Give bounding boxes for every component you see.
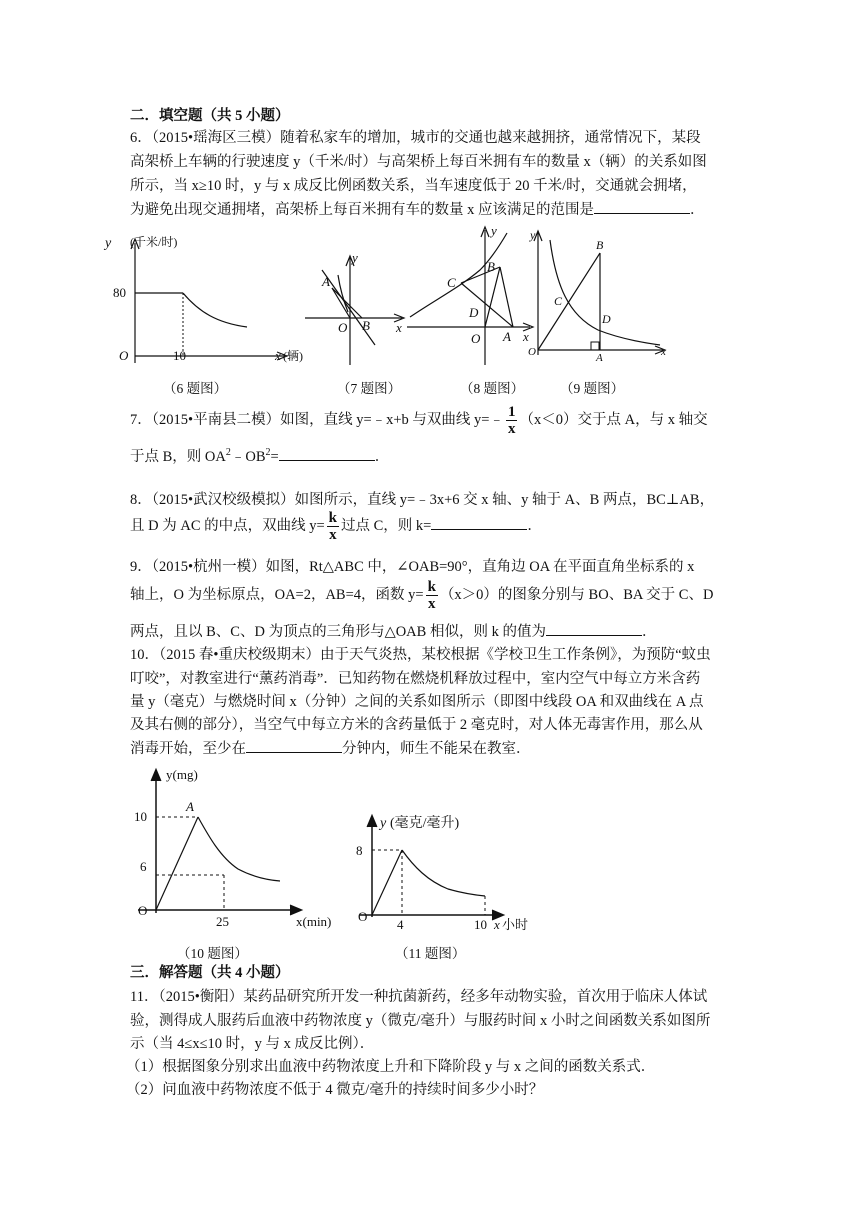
- fig7-caption: （7 题图）: [337, 381, 402, 396]
- q6-line-4: 为避免出现交通拥堵，高架桥上每百米拥有车的数量 x 应该满足的范围是 ．: [130, 199, 705, 220]
- fig10-tick-10: 10: [134, 809, 147, 824]
- q7-text-c: =: [270, 448, 279, 465]
- q10-answer-blank[interactable]: [246, 738, 342, 753]
- fig11-tick-10: 10: [474, 917, 487, 932]
- q10-line-2: 叮咬”，对教室进行“薰药消毒”．已知药物在燃烧机释放过程中，室内空气中每立方米含药: [130, 671, 701, 687]
- fig6-tick-10: 10: [173, 348, 186, 363]
- fig11-x-label: x: [494, 917, 500, 932]
- q8-answer-blank[interactable]: [431, 515, 527, 530]
- q7-answer-blank[interactable]: [279, 446, 375, 461]
- q7-end: ．: [374, 448, 390, 465]
- q9-fraction-num: k: [427, 579, 436, 596]
- fig6-x-label: x: [275, 348, 281, 363]
- q6-line-1: 6．（2015•瑶海区三模）随着私家车的增加，城市的交通也越来越拥挤，通常情况下，某段: [130, 130, 701, 146]
- q8-text-b: 过点 C，则 k=: [341, 518, 432, 534]
- fig8-y-label: y: [491, 223, 497, 238]
- fig7-point-b: B: [362, 318, 370, 333]
- q7-sup-1: 2: [225, 447, 231, 458]
- fig10-graph: [128, 765, 343, 930]
- q8-line-2: [130, 508, 542, 544]
- fig7-graph: [300, 250, 410, 368]
- fig8-graph: [405, 225, 535, 368]
- fig9-x-label: x: [661, 346, 666, 358]
- q7-fraction-den: x: [507, 421, 516, 438]
- q11-sub-2: （2）问血液中药物浓度不低于 4 微克/毫升的持续时间多少小时？: [126, 1082, 544, 1098]
- q7-fraction: [506, 404, 518, 437]
- fig8-x-label: x: [523, 329, 529, 344]
- q9-line-1: 9．（2015•杭州一模）如图，Rt△ABC 中，∠OAB=90°，直角边 OA 在平面直角坐标系的 x: [130, 559, 695, 575]
- section-title-fill-in: 二．填空题（共 5 小题）: [130, 108, 290, 124]
- q7-text-b: ﹣OB: [230, 448, 266, 465]
- q6-text: 为避免出现交通拥堵，高架桥上每百米拥有车的数量 x 应该满足的范围是: [130, 202, 594, 218]
- q9-text-c: 两点，且以 B、C、D 为顶点的三角形与△OAB 相似，则 k 的值为: [130, 624, 546, 640]
- fig9-graph: [528, 225, 668, 368]
- q9-line-2: [130, 577, 713, 613]
- q10-line-5: [130, 738, 531, 759]
- fig10-tick-25: 25: [216, 914, 229, 929]
- fig7-x-label: x: [396, 320, 402, 335]
- fig8-point-b: B: [487, 259, 495, 274]
- fig9-point-c: C: [554, 294, 563, 308]
- fig6-graph: [105, 233, 303, 368]
- fig10-tick-6: 6: [140, 859, 147, 874]
- q7-line-2: [130, 443, 389, 467]
- q7-line-1: [130, 402, 708, 438]
- fig9-point-b: B: [596, 238, 604, 252]
- fig11-tick-8: 8: [356, 843, 363, 858]
- fig9-caption: （9 题图）: [560, 381, 625, 396]
- q6-line-3: 所示，当 x≥10 时，y 与 x 成反比例函数关系，当车速度低于 20 千米/时，交通就会拥堵，: [130, 178, 697, 194]
- fig8-caption: （8 题图）: [460, 381, 525, 396]
- fig11-graph: [350, 805, 529, 933]
- fig10-y-label: y(mg): [166, 767, 198, 782]
- q10-text-b: 分钟内，师生不能呆在教室．: [342, 741, 531, 757]
- fig8-origin: O: [471, 331, 481, 346]
- q11-line-3: 示（当 4≤x≤10 时，y 与 x 成反比例）．: [130, 1036, 375, 1052]
- q11-sub-1: （1）根据图象分别求出血液中药物浓度上升和下降阶段 y 与 x 之间的函数关系式．: [126, 1059, 656, 1075]
- fig11-x-unit: 小时: [502, 917, 529, 932]
- fig6-origin: O: [119, 348, 129, 363]
- q10-line-3: 量 y（毫克）与燃烧时间 x（分钟）之间的关系如图所示（即图中线段 OA 和双曲线在 A 点: [130, 694, 704, 710]
- q7-sup-2: 2: [265, 447, 271, 458]
- fig9-origin: O: [528, 346, 536, 358]
- fig9-y-label: y: [530, 228, 536, 242]
- q10-line-4: 及其右侧的部分），当空气中每立方米的含药量低于 2 毫克时，对人体无毒害作用，那么从: [130, 717, 703, 733]
- fig11-tick-4: 4: [397, 917, 404, 932]
- fig11-y-unit: (毫克/毫升): [390, 816, 460, 831]
- q7-text-a: 于点 B，则 OA: [130, 448, 226, 465]
- q8-line-1: 8．（2015•武汉校级模拟）如图所示，直线 y=﹣3x+6 交 x 轴、y 轴于 A、B 两点，BC⊥AB，: [130, 492, 715, 508]
- fig10-caption: （10 题图）: [177, 946, 248, 961]
- q6-line-2: 高架桥上车辆的行驶速度 y（千米/时）与高架桥上每百米拥有车的数量 x（辆）的关系如图: [130, 154, 707, 170]
- section-title-answer: 三．解答题（共 4 小题）: [130, 965, 290, 981]
- q9-text-b: （x＞0）的图象分别与 BO、BA 交于 C、D: [439, 587, 714, 603]
- fig8-point-c: C: [447, 275, 456, 290]
- fig6-y-unit: (千米/时): [130, 235, 178, 249]
- q7-text-post: （x＜0）交于点 A，与 x 轴交: [519, 412, 708, 428]
- q9-end: ．: [641, 624, 657, 640]
- fig7-origin: O: [338, 320, 348, 335]
- fig8-point-a: A: [503, 329, 511, 344]
- q9-line-3: [130, 621, 656, 642]
- fig9-point-d: D: [602, 312, 611, 326]
- fig11-y-label: y: [380, 816, 387, 831]
- fig6-x-unit: (辆): [283, 349, 303, 363]
- fig10-x-label: x(min): [296, 914, 332, 929]
- fig9-point-a: A: [596, 352, 603, 364]
- q8-fraction-num: k: [328, 510, 338, 527]
- fig6-y-label: y: [105, 236, 112, 251]
- q11-line-2: 验，测得成人服药后血液中药物浓度 y（微克/毫升）与服药时间 x 小时之间函数关系如图所: [130, 1013, 711, 1029]
- q10-text-a: 消毒开始，至少在: [130, 741, 246, 757]
- fig6-tick-80: 80: [113, 285, 126, 300]
- fig11-origin: O: [358, 909, 368, 924]
- fig11-caption: （11 题图）: [395, 946, 466, 961]
- q10-line-1: 10．（2015 春•重庆校级期末）由于天气炎热，某校根据《学校卫生工作条例》，为预防“蚊虫: [130, 647, 711, 663]
- q7-fraction-num: 1: [507, 404, 516, 421]
- q7-text-pre: 7．（2015•平南县二模）如图，直线 y=﹣x+b 与双曲线 y=﹣: [130, 412, 504, 428]
- fig7-point-a: A: [322, 274, 330, 289]
- q9-fraction-den: x: [428, 596, 436, 613]
- q9-text-a: 轴上，O 为坐标原点，OA=2，AB=4，函数 y=: [130, 587, 424, 603]
- q6-answer-blank[interactable]: [594, 199, 690, 214]
- fig8-point-d: D: [469, 305, 479, 320]
- q8-fraction: [327, 510, 339, 543]
- q9-answer-blank[interactable]: [546, 621, 642, 636]
- q9-fraction: [426, 579, 438, 612]
- fig10-point-a: A: [186, 799, 194, 814]
- fig6-caption: （6 题图）: [163, 381, 228, 396]
- q8-text-a: 且 D 为 AC 的中点，双曲线 y=: [130, 518, 325, 534]
- q11-line-1: 11．（2015•衡阳）某药品研究所开发一种抗菌新药，经多年动物实验，首次用于临床人体试: [130, 989, 708, 1005]
- fig7-y-label: y: [352, 250, 358, 265]
- fig10-origin: O: [138, 903, 148, 918]
- q8-end: ．: [527, 518, 542, 534]
- q8-fraction-den: x: [329, 527, 337, 544]
